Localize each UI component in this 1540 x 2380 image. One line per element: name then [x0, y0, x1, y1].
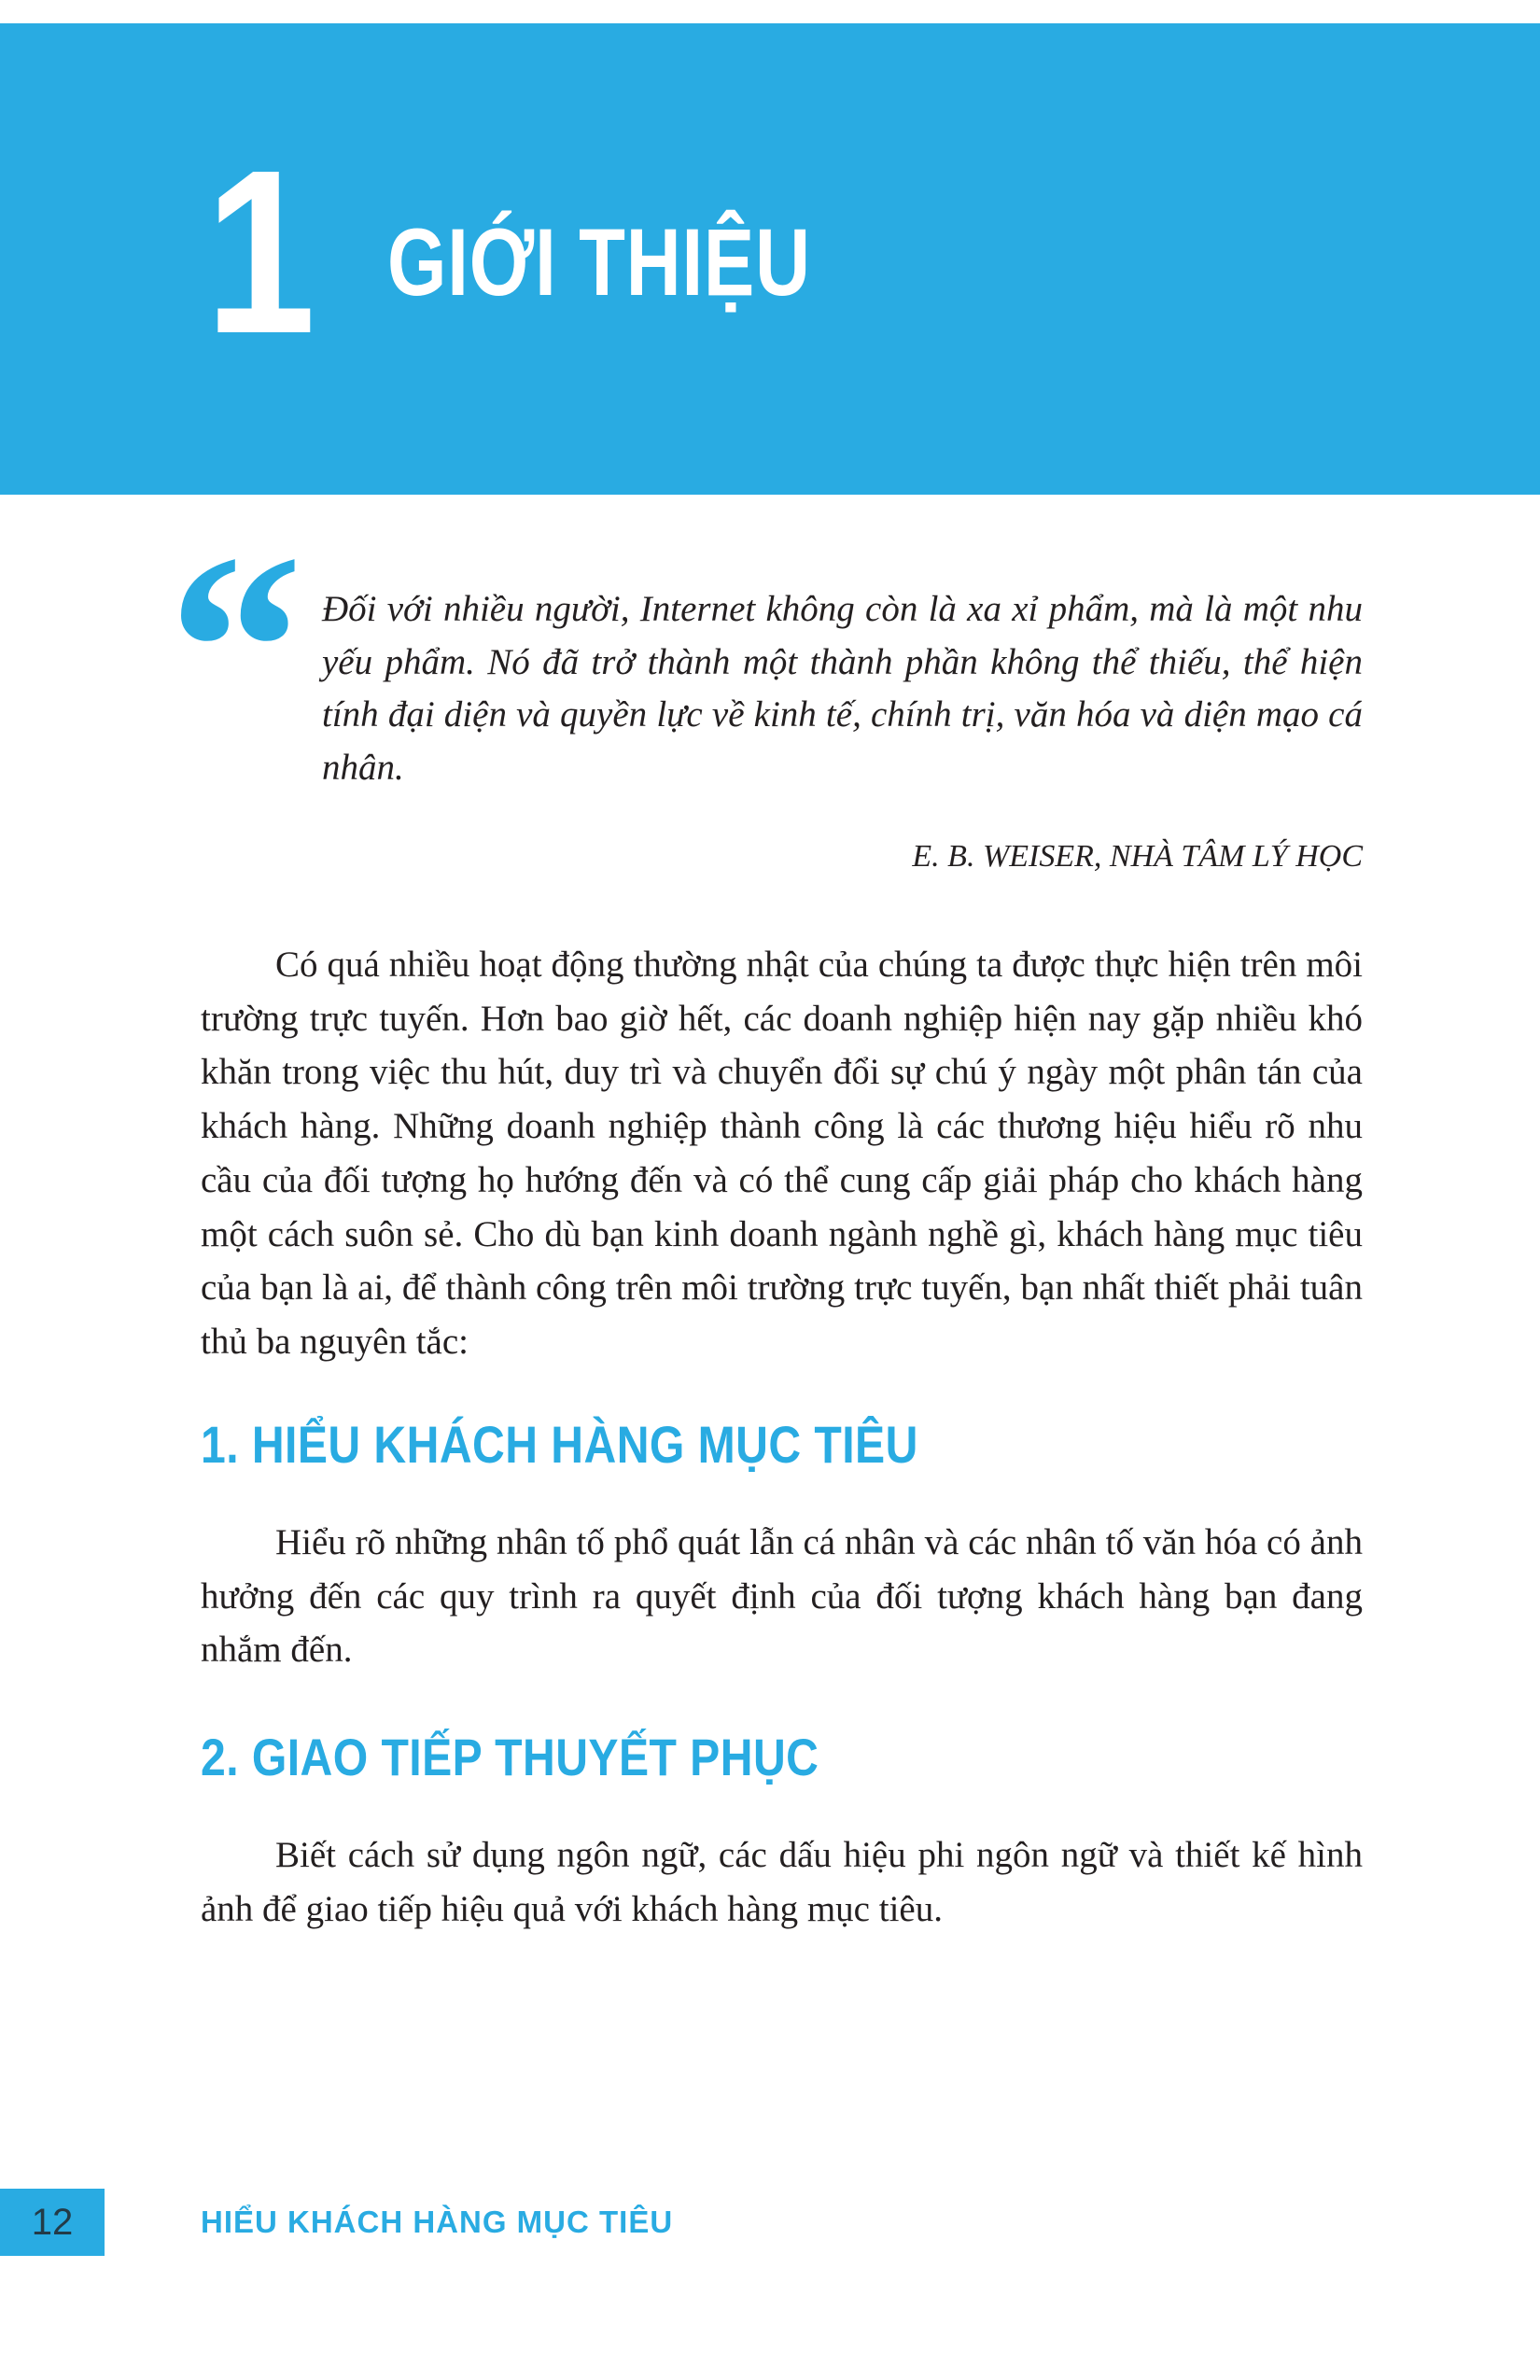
section-1-body: Hiểu rõ những nhân tố phổ quát lẫn cá nhân và các nhân tố văn hóa có ảnh hưởng đến các quy trình ra quyết định của đối tượng khách hàng bạn đang nhắm đến.	[201, 1522, 1363, 1671]
chapter-banner	[0, 23, 1540, 495]
quote-mark-icon: “	[168, 498, 303, 798]
page-footer	[0, 2189, 1540, 2256]
epigraph-quote	[168, 498, 1363, 875]
section-2-body: Biết cách sử dụng ngôn ngữ, các dấu hiệu phi ngôn ngữ và thiết kế hình ảnh để giao tiếp hiệu quả với khách hàng mục tiêu.	[201, 1835, 1363, 1929]
section-1	[201, 1415, 1363, 1677]
chapter-number: 1	[205, 121, 316, 382]
page-number: 12	[31, 2201, 74, 2243]
section-2	[201, 1728, 1363, 1936]
quote-text: Đối với nhiều người, Internet không còn là xa xỉ phẩm, mà là một nhu yếu phẩm. Nó đã trở thành một thành phần không thể thiếu, thể hiện tính đại diện và quyền lực về kinh tế, chính trị, văn hóa và diện mạo cá nhân.	[322, 589, 1363, 788]
running-title: HIỂU KHÁCH HÀNG MỤC TIÊU	[201, 2205, 674, 2239]
quote-attribution: E. B. WEISER, NHÀ TÂM LÝ HỌC	[912, 839, 1363, 875]
intro-paragraph: Có quá nhiều hoạt động thường nhật của chúng ta được thực hiện trên môi trường trực tuyến. Hơn bao giờ hết, các doanh nghiệp hiện nay gặp nhiều khó khăn trong việc thu hút, duy trì và chuyển đổi sự chú ý ngày một phân tán của khách hàng. Những doanh nghiệp thành công là các thương hiệu hiểu rõ nhu cầu của đối tượng họ hướng đến và có thể cung cấp giải pháp cho khách hàng một cách suôn sẻ. Cho dù bạn kinh doanh ngành nghề gì, khách hàng mục tiêu của bạn là ai, để thành công trên môi trường trực tuyến, bạn nhất thiết phải tuân thủ ba nguyên tắc:	[201, 945, 1363, 1363]
page-number-box	[0, 2189, 105, 2256]
chapter-title: GIỚI THIỆU	[387, 209, 811, 315]
section-1-heading: 1. HIỂU KHÁCH HÀNG MỤC TIÊU	[201, 1415, 918, 1474]
section-2-heading: 2. GIAO TIẾP THUYẾT PHỤC	[201, 1728, 819, 1786]
